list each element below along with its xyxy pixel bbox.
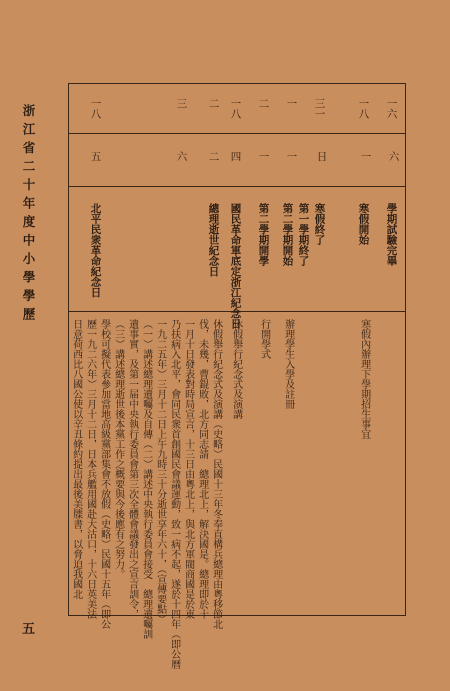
month-cell: 二 xyxy=(207,98,220,109)
event-cell: 第二學期開始 xyxy=(281,203,294,266)
month-cell: 二 xyxy=(257,98,270,109)
weekday-cell: 一 xyxy=(359,151,372,162)
weekday-cell: 五 xyxy=(89,151,102,162)
calendar-table xyxy=(68,83,406,669)
event-cell: 第二學期開學 xyxy=(257,203,270,266)
month-cell: 一 xyxy=(285,98,298,109)
weekday-cell: 四 xyxy=(229,151,242,162)
event-cell: 國民革命軍底定浙江紀念日 xyxy=(229,203,242,329)
event-cell: 寒假終了 xyxy=(313,203,326,245)
event-cell: 北平民衆革命紀念日 xyxy=(89,203,102,298)
event-note: 辦理學生入學及註冊 xyxy=(282,319,294,409)
event-cell: 寒假開始 xyxy=(357,203,370,245)
month-cell: 一八 xyxy=(357,98,370,119)
weekday-cell: 一 xyxy=(285,151,298,162)
weekday-cell: 六 xyxy=(387,151,400,162)
event-cell: 學期試驗完畢 xyxy=(385,203,398,266)
table-bottom-rule xyxy=(68,615,406,616)
event-note: 行開學式 xyxy=(258,319,270,359)
weekday-cell: 二 xyxy=(207,151,220,162)
month-cell: 一八 xyxy=(229,98,242,119)
month-cell: 三 xyxy=(175,98,188,109)
weekday-cell: 六 xyxy=(175,151,188,162)
page-number: 五 xyxy=(22,622,36,637)
note-line: 伐，未幾，曹錕敗，北方同志請 總理北上，解決國是。總理即於十 xyxy=(196,319,208,619)
table-right-rule xyxy=(405,83,406,616)
table-row-rule xyxy=(68,186,406,187)
note-line: 乃扶病入北平，會同民衆首創國民會議運動，致一病不起，遂於十四年（即公曆 xyxy=(168,319,180,669)
weekday-cell: 日 xyxy=(315,151,328,162)
note-line: 歷一九二六年）三月十二日，日本兵艦用國赴大沽口，十六日英美法 xyxy=(84,319,96,619)
note-line: （一）講述總理遺囑及自傳（二）講述中央執行委員會接受 總理遺囑訓 xyxy=(140,319,152,639)
event-cell: 總理逝世紀念日 xyxy=(207,203,220,277)
table-row-rule xyxy=(68,133,406,134)
running-head: 浙江省二十年度中小學學歷 xyxy=(21,104,36,326)
note-line: 學校可擬代表參加當地高級黨部集會不放假（史略）民國十五年（即公 xyxy=(98,319,110,629)
note-line: （三）講述總理逝世後本黨工作之概要與今後應有之努力。 xyxy=(112,319,124,579)
note-line: 一月十日發表對時局宣言，十三日由粵北上，與北方軍閥商國是於東 xyxy=(182,319,194,619)
month-cell: 一六 xyxy=(385,98,398,119)
event-note: 寒假內辦理下學期招生事宜 xyxy=(358,319,370,439)
note-line: 遺事實，及第一届中央執行委員會第三次全體會議發出之宣言訓令， xyxy=(126,319,138,619)
month-cell: 三一 xyxy=(313,98,326,119)
note-line: 一九二五年）三月十二日上午九時三十分逝世享年六十，（宣傳要點） xyxy=(154,319,166,624)
note-line: 休假舉行紀念式及演講（史略）民國十三年冬奉直構兵總理由粵移節北 xyxy=(210,319,222,629)
note-line: 日意荷西比八國公使以辛丑條約提出最後美牒書，以脅迫我國北 xyxy=(70,319,82,599)
event-note: 休假舉行紀念式及演講 xyxy=(230,319,242,419)
weekday-cell: 一 xyxy=(257,151,270,162)
month-cell: 一八 xyxy=(89,98,102,119)
table-top-rule xyxy=(68,83,406,84)
event-cell: 第一學期終了 xyxy=(297,203,310,266)
